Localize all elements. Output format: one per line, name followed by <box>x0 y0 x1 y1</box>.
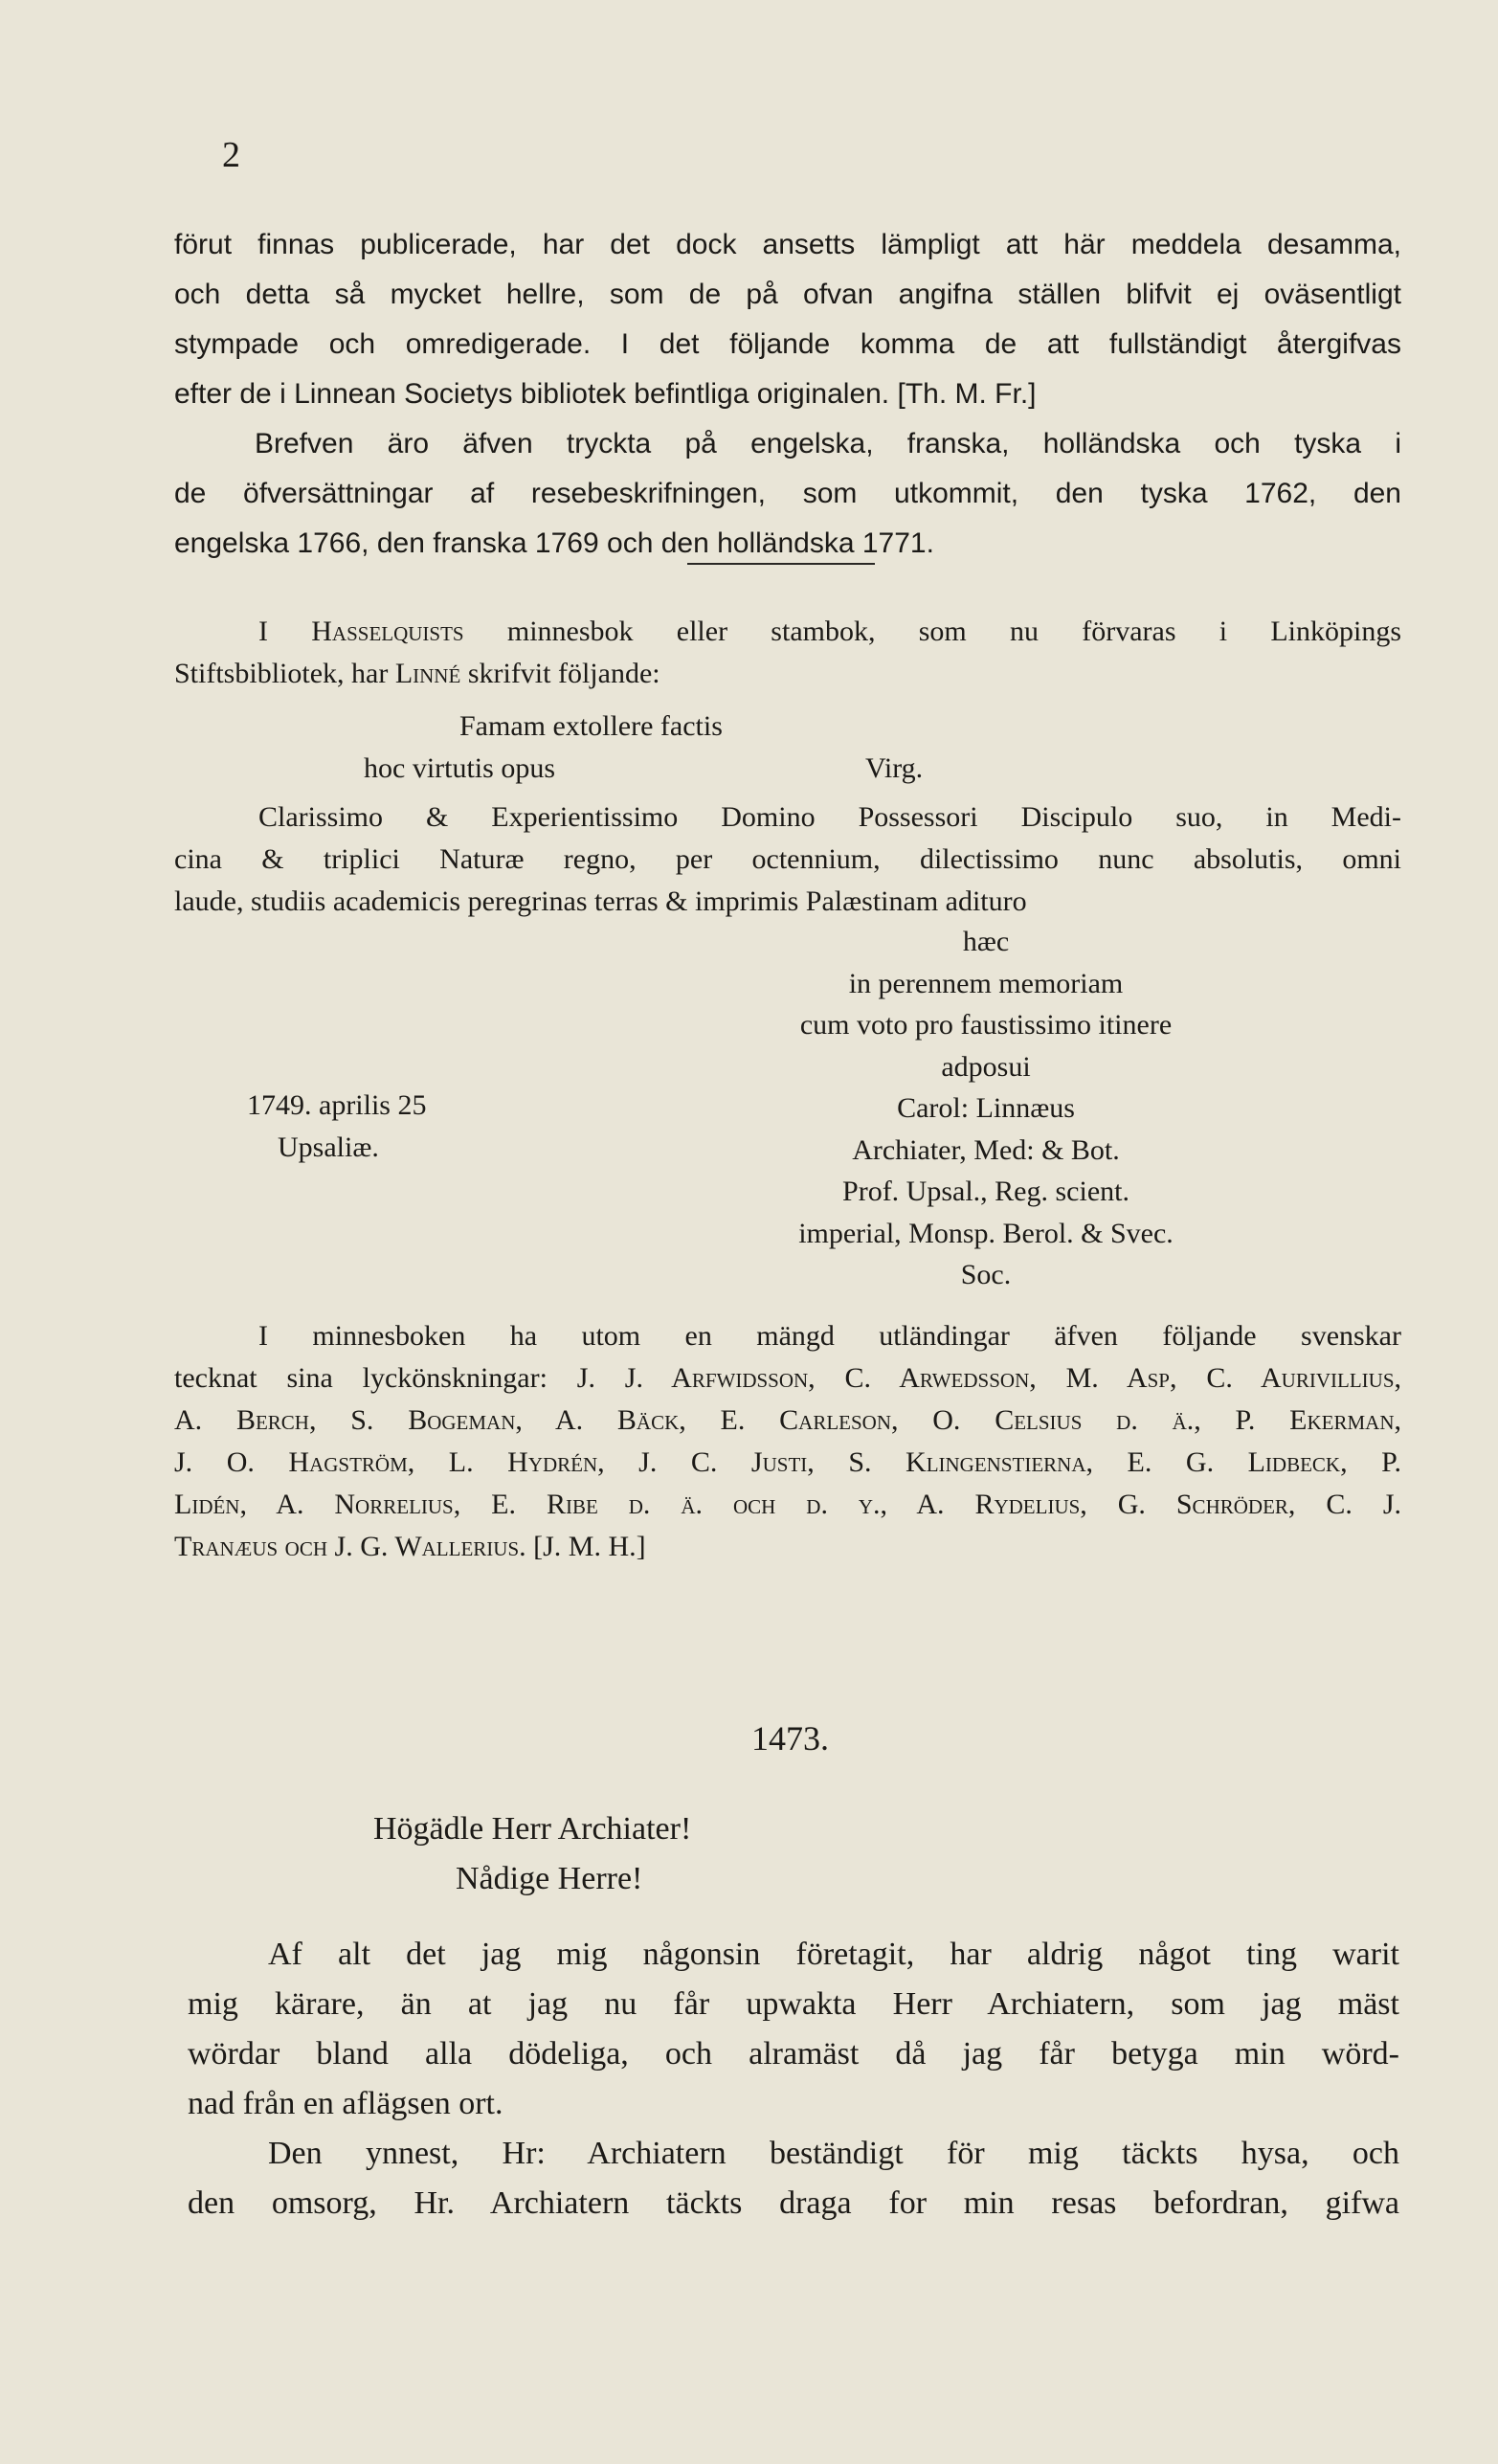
signers-line: Lidén, A. Norrelius, E. Ribe d. ä. och d. y., A. Rydelius, G. Schröder, C. J. <box>174 1489 1401 1520</box>
text: skrifvit följande: <box>467 658 660 689</box>
letter-line: Den ynnest, Hr: Archiatern beständigt för mig täckts hysa, och <box>268 2136 1399 2171</box>
quote-source: Virg. <box>865 752 924 784</box>
signers-line: Tranæus och J. G. Wallerius. [J. M. H.] <box>174 1531 646 1562</box>
letter-salutation: Högädle Herr Archiater! <box>373 1811 692 1847</box>
letter-line: den omsorg, Hr. Archiatern täckts draga for min resas befordran, gifwa <box>188 2185 1399 2221</box>
dedication-center-line: cum voto pro faustissimo itinere <box>799 1009 1173 1041</box>
intro-paragraph <box>174 220 1401 569</box>
hasselquist-line-2 <box>174 653 1401 695</box>
dedication-line: cina & triplici Naturæ regno, per octennium, dilectissimo nunc absolutis, omni <box>174 843 1401 875</box>
intro-line: förut finnas publicerade, har det dock ansetts lämpligt att här meddela desamma, <box>174 229 1401 260</box>
signers-line <box>174 1357 1401 1400</box>
hasselquist-paragraph <box>174 611 1401 695</box>
signers-line: A. Berch, S. Bogeman, A. Bäck, E. Carleson, O. Celsius d. ä., P. Ekerman, <box>174 1404 1401 1436</box>
dedication-center-line: adposui <box>941 1050 1031 1083</box>
dedication-paragraph <box>174 796 1401 923</box>
text: Stiftsbibliotek, har <box>174 658 389 689</box>
dedication-center-line: Archiater, Med: & Bot. <box>852 1133 1120 1166</box>
dedication-center-line: Soc. <box>960 1259 1012 1290</box>
intro-line: de öfversättningar af resebeskrifningen, som utkommit, den tyska 1762, den <box>174 478 1401 509</box>
person-names: J. Arfwidsson, C. Arwedsson, M. Asp, C. Aurivillius, <box>624 1362 1401 1394</box>
text: tecknat sina lyckönskningar: J. <box>174 1362 595 1394</box>
dedication-center-line: imperial, Monsp. Berol. & Svec. <box>798 1217 1174 1249</box>
intro-line: Brefven äro äfven tryckta på engelska, franska, holländska och tyska i <box>255 428 1401 459</box>
intro-line: och detta så mycket hellre, som de på ofvan angifna ställen blifvit ej oväsentligt <box>174 279 1401 310</box>
dedication-center-line: Prof. Upsal., Reg. scient. <box>842 1176 1129 1207</box>
letter-line: mig kärare, än at jag nu får upwakta Herr Archiatern, som jag mäst <box>188 1986 1399 2022</box>
signers-line: I minnesboken ha utom en mängd utländingar äfven följande svenskar <box>258 1320 1401 1352</box>
intro-line: efter de i Linnean Societys bibliotek befintliga originalen. [Th. M. Fr.] <box>174 378 1037 410</box>
letter-line: Af alt det jag mig någonsin företagit, har aldrig något ting warit <box>268 1937 1399 1972</box>
letter-number: 1473. <box>751 1719 829 1758</box>
person-name: Hasselquists <box>311 616 464 647</box>
letter-salutation-2: Nådige Herre! <box>456 1861 643 1896</box>
dedication-line: Clarissimo & Experientissimo Domino Possessori Discipulo suo, in Medi- <box>258 801 1401 833</box>
dedication-center-line: hæc <box>962 926 1010 957</box>
quote-line-1: Famam extollere factis <box>459 710 723 742</box>
dedication-center-line: in perennem memoriam <box>848 967 1124 999</box>
page-number: 2 <box>222 135 240 175</box>
intro-line: stympade och omredigerade. I det följande komma de att fullständigt återgifvas <box>174 328 1401 360</box>
dedication-line: laude, studiis academicis peregrinas terras & imprimis Palæstinam adituro <box>174 885 1027 917</box>
dedication-date: 1749. aprilis 25 <box>247 1089 427 1121</box>
section-divider <box>687 563 875 565</box>
letter-line: nad från en aflägsen ort. <box>188 2086 503 2121</box>
quote-line-2: hoc virtutis opus <box>364 752 555 784</box>
intro-line: engelska 1766, den franska 1769 och den holländska 1771. <box>174 527 934 559</box>
dedication-center-line: Carol: Linnæus <box>897 1092 1075 1124</box>
letter-body <box>188 1930 1399 2229</box>
hasselquist-line-1 <box>174 611 1401 653</box>
letter-line: wördar bland alla dödeliga, och alramäst då jag får betyga min wörd- <box>188 2036 1399 2072</box>
signers-paragraph <box>174 1315 1401 1568</box>
dedication-signature-block <box>689 921 1283 1296</box>
text: minnesbok eller stambok, som nu förvaras i Linköpings <box>506 616 1401 647</box>
dedication-place: Upsaliæ. <box>278 1131 379 1163</box>
person-name: Linné <box>394 658 461 689</box>
signers-line: J. O. Hagström, L. Hydrén, J. C. Justi, S. Klingenstierna, E. G. Lidbeck, P. <box>174 1446 1401 1478</box>
text: I <box>258 616 268 647</box>
